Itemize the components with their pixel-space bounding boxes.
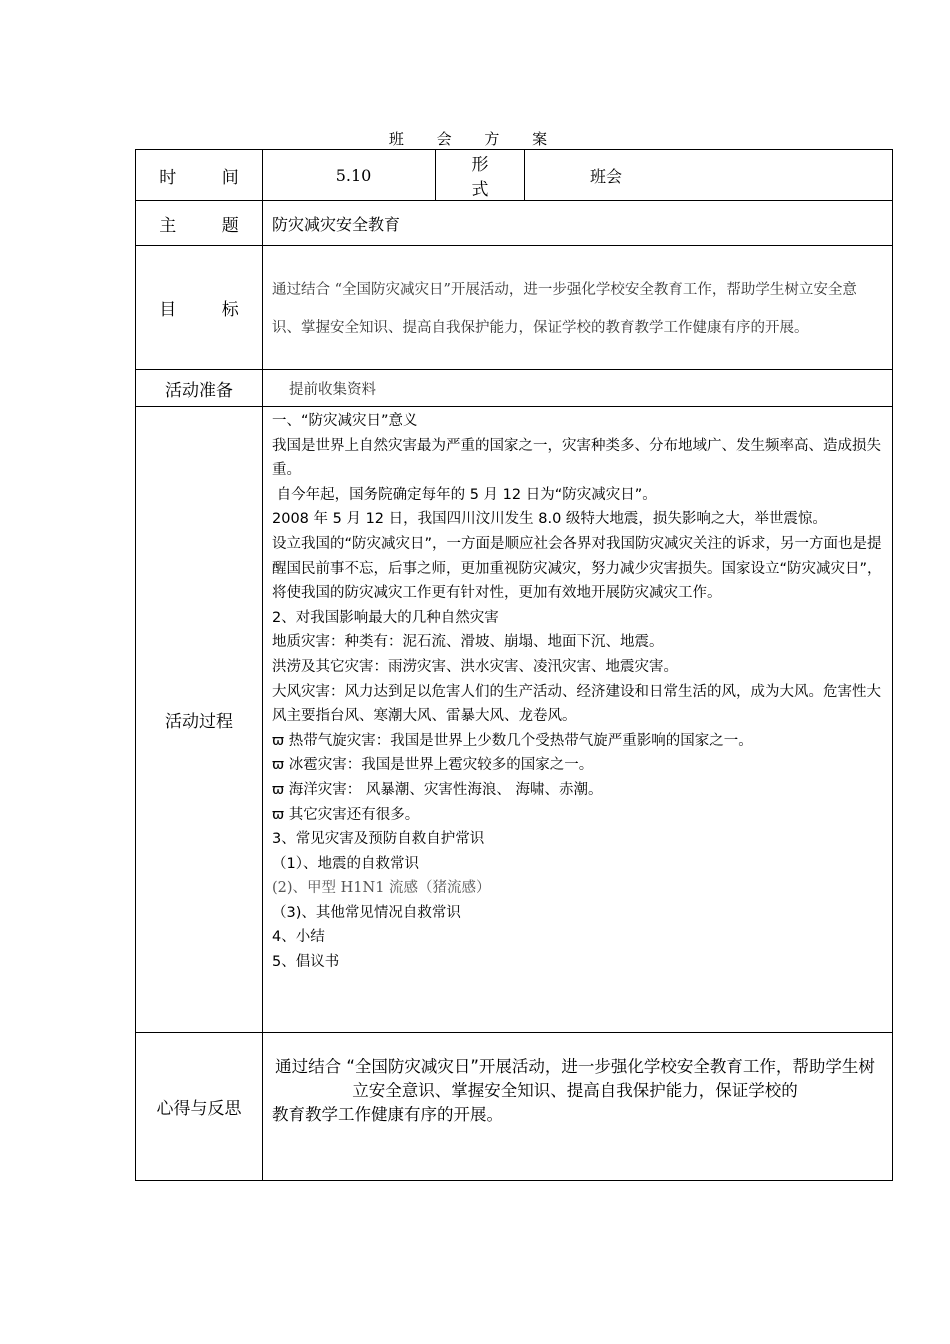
class-meeting-plan-table: [135, 149, 893, 1181]
process-line: 5、倡议书: [272, 954, 340, 971]
time-value: 5.10: [263, 150, 436, 201]
page-title: 班 会 方 案: [388, 130, 562, 148]
prep-value: 提前收集资料: [263, 370, 893, 407]
process-label: 活动过程: [136, 407, 263, 1033]
process-line: 2008 年 5 月 12 日，我国四川汶川发生 8.0 级特大地震，损失影响之大，举世震惊。: [272, 511, 827, 528]
process-line: 一、“防灾减灾日”意义: [272, 413, 418, 429]
prep-row: [136, 370, 893, 407]
process-line: 设立我国的“防灾减灾日”，一方面是顺应社会各界对我国防灾减灾关注的诉求，另一方面也是提醒国民前事不忘，后事之师，更加重视防灾减灾，努力减少灾害损失。国家设立“防灾减灾日”，将使我国的防灾减灾工作更有针对性，更加有效地开展防灾减灾工作。: [272, 535, 882, 602]
prep-label: 活动准备: [136, 370, 263, 407]
goal-label: 目 标: [136, 246, 263, 370]
process-line: 4、小结: [272, 929, 325, 946]
reflection-content: [263, 1033, 893, 1181]
process-line: 地质灾害：种类有：泥石流、滑坡、崩塌、地面下沉、地震。: [272, 634, 664, 651]
process-row: [136, 407, 893, 1033]
process-line: 2、对我国影响最大的几种自然灾害: [272, 609, 499, 626]
process-line: ϖ 冰雹灾害：我国是世界上雹灾较多的国家之一。: [272, 757, 594, 774]
reflection-text-end: 教育教学工作健康有序的开展。: [272, 1105, 503, 1124]
process-line: 自今年起，国务院确定每年的 5 月 12 日为“防灾减灾日”。: [272, 486, 657, 503]
reflection-text-centered: 通过结合 “全国防灾减灾日”开展活动，进一步强化学校安全教育工作，帮助学生树立安全意识、掌握安全知识、提高自我保护能力，保证学校的: [275, 1057, 875, 1100]
process-line: （1）、地震的自救常识: [272, 855, 419, 872]
goal-row: [136, 246, 893, 370]
form-label: 形 式: [436, 150, 525, 201]
theme-row: [136, 201, 893, 246]
time-label: 时 间: [136, 150, 263, 201]
theme-label: 主 题: [136, 201, 263, 246]
process-line: ϖ 其它灾害还有很多。: [272, 806, 420, 823]
process-line: ϖ 海洋灾害： 风暴潮、灾害性海浪、 海啸、赤潮。: [272, 781, 603, 798]
form-value: 班会: [525, 150, 893, 201]
process-line: 大风灾害：风力达到足以危害人们的生产活动、经济建设和日常生活的风，成为大风。危害性大风主要指台风、寒潮大风、雷暴大风、龙卷风。: [272, 683, 881, 725]
reflection-row: [136, 1033, 893, 1181]
process-content: [263, 407, 893, 1033]
process-line: ϖ 热带气旋灾害：我国是世界上少数几个受热带气旋严重影响的国家之一。: [272, 732, 753, 749]
process-line: 洪涝及其它灾害：雨涝灾害、洪水灾害、凌汛灾害、地震灾害。: [272, 658, 678, 675]
process-line: 我国是世界上自然灾害最为严重的国家之一，灾害种类多、分布地域广、发生频率高、造成损失重。: [272, 437, 881, 479]
process-line: （3)、其他常见情况自救常识: [272, 904, 461, 921]
process-line: (2)、甲型 H1N1 流感（猪流感）: [272, 880, 491, 897]
time-row: [136, 150, 893, 201]
process-line: 3、常见灾害及预防自救自护常识: [272, 831, 485, 848]
goal-value: 通过结合 “全国防灾减灾日”开展活动，进一步强化学校安全教育工作，帮助学生树立安全意识、掌握安全知识、提高自我保护能力，保证学校的教育教学工作健康有序的开展。: [263, 246, 893, 370]
theme-value: 防灾减灾安全教育: [263, 201, 893, 246]
reflection-label: 心得与反思: [136, 1033, 263, 1181]
